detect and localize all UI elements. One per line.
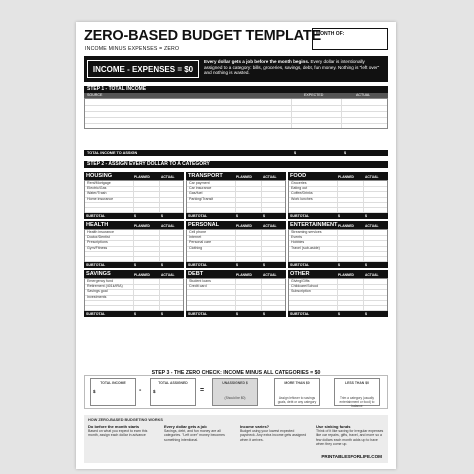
subtotal-planned[interactable]: $: [134, 312, 136, 316]
subtotal-label: SUBTOTAL: [290, 312, 310, 316]
subtotal-planned[interactable]: $: [338, 312, 340, 316]
subtotal-actual[interactable]: $: [263, 263, 265, 267]
category-line-item[interactable]: Work lunches: [289, 197, 387, 203]
planned-label: PLANNED: [134, 174, 150, 179]
subtotal-label: SUBTOTAL: [86, 214, 106, 218]
subtotal-label: SUBTOTAL: [290, 214, 310, 218]
column-divider: [341, 99, 342, 128]
subtotal-bar: [186, 213, 286, 219]
column-divider: [261, 181, 262, 212]
category-savings: [84, 270, 184, 317]
category-name: ENTERTAINMENT: [290, 222, 338, 228]
column-divider: [363, 181, 364, 212]
total-expected-currency[interactable]: $: [294, 151, 297, 155]
category-line-item[interactable]: Water/Trash: [85, 191, 183, 197]
category-header: [84, 221, 184, 229]
category-name: HEALTH: [86, 222, 109, 228]
subtotal-bar: [84, 262, 184, 268]
how-it-works: [84, 415, 388, 463]
how-heading: Use sinking funds: [316, 424, 351, 429]
subtotal-planned[interactable]: $: [236, 312, 238, 316]
column-divider: [235, 279, 236, 310]
category-line-item[interactable]: Personal care: [187, 240, 285, 246]
how-text: Budget using your lowest expected paycheck. Any extra income gets assigned when it arrives.: [240, 429, 307, 442]
category-lines[interactable]: [84, 180, 184, 213]
category-food: [288, 172, 388, 219]
category-line-item[interactable]: Childcare/School: [289, 284, 387, 290]
category-lines[interactable]: [288, 229, 388, 262]
planned-label: PLANNED: [134, 223, 150, 228]
column-divider: [337, 279, 338, 310]
category-debt: [186, 270, 286, 317]
column-divider: [133, 279, 134, 310]
column-divider: [235, 230, 236, 261]
category-line-item[interactable]: Streaming services: [289, 230, 387, 236]
category-line-item[interactable]: Doctor/Dentist: [85, 235, 183, 241]
category-line-item[interactable]: Investments: [85, 295, 183, 301]
category-line-item[interactable]: Gas/fuel: [187, 191, 285, 197]
how-text: Savings, debt, and fun money are all categories. "Left over" money becomes something intentional.: [164, 429, 225, 442]
category-lines[interactable]: [186, 278, 286, 311]
category-name: FOOD: [290, 173, 307, 179]
subtotal-planned[interactable]: $: [134, 263, 136, 267]
income-table[interactable]: [84, 98, 388, 129]
column-divider: [363, 279, 364, 310]
planned-label: PLANNED: [338, 272, 354, 277]
category-line-item[interactable]: Giving/Gifts: [289, 279, 387, 285]
subtotal-planned[interactable]: $: [236, 214, 238, 218]
column-divider: [159, 181, 160, 212]
category-line-item[interactable]: Hobbies: [289, 240, 387, 246]
actual-label: ACTUAL: [263, 174, 277, 179]
how-heading: Income varies?: [240, 424, 270, 429]
zero-check-box[interactable]: [90, 378, 136, 406]
column-divider: [261, 230, 262, 261]
subtotal-bar: [186, 262, 286, 268]
subtotal-planned[interactable]: $: [338, 263, 340, 267]
category-header: [186, 270, 286, 278]
how-heading: Do before the month starts: [88, 424, 140, 429]
category-header: [288, 172, 388, 180]
category-line-item[interactable]: Gym/Fitness: [85, 246, 183, 252]
category-entertainment: [288, 221, 388, 268]
subtotal-planned[interactable]: $: [134, 214, 136, 218]
subtotal-bar: [288, 262, 388, 268]
category-line-item[interactable]: Car payment: [187, 181, 285, 187]
total-actual-currency[interactable]: $: [344, 151, 347, 155]
category-lines[interactable]: [288, 180, 388, 213]
operator-symbol: =: [200, 387, 205, 394]
column-divider: [159, 230, 160, 261]
how-column: [164, 425, 234, 442]
subtotal-bar: [288, 213, 388, 219]
category-line-item[interactable]: Car insurance: [187, 186, 285, 192]
operator-symbol: -: [139, 387, 142, 394]
how-column: [88, 425, 158, 438]
category-line-item[interactable]: Savings goal: [85, 289, 183, 295]
category-line-item[interactable]: Travel (sub-aside): [289, 246, 387, 252]
subtotal-label: SUBTOTAL: [86, 312, 106, 316]
banner-description: [204, 59, 384, 76]
category-header: [288, 221, 388, 229]
step1-header: STEP 1 - TOTAL INCOME: [84, 86, 388, 93]
category-line-item[interactable]: Electric/Gas: [85, 186, 183, 192]
how-title: HOW ZERO-BASED BUDGETING WORKS: [88, 418, 163, 422]
zero-box-label: UNASSIGNED $: [222, 381, 248, 385]
column-divider: [337, 230, 338, 261]
category-health: [84, 221, 184, 268]
zero-check-box[interactable]: [274, 378, 320, 406]
category-name: TRANSPORT: [188, 173, 223, 179]
budget-page: [76, 22, 396, 469]
intro-banner: [84, 56, 388, 82]
zero-check-box[interactable]: [334, 378, 380, 406]
total-income-bar: [84, 150, 388, 156]
category-line-item[interactable]: Eating out: [289, 186, 387, 192]
category-lines[interactable]: [186, 229, 286, 262]
zero-check-box[interactable]: [150, 378, 196, 406]
category-header: [84, 270, 184, 278]
actual-label: ACTUAL: [365, 174, 379, 179]
zero-box-label: TOTAL INCOME: [100, 381, 126, 385]
col-actual: ACTUAL: [356, 93, 371, 97]
subtotal-label: SUBTOTAL: [188, 263, 208, 267]
category-name: SAVINGS: [86, 271, 111, 277]
category-line-item[interactable]: Emergency fund: [85, 279, 183, 285]
subtotal-actual[interactable]: $: [365, 263, 367, 267]
zero-box-note: Trim a category (usually entertainment or food) to balance: [339, 396, 375, 408]
subtotal-bar: [84, 311, 184, 317]
category-personal: [186, 221, 286, 268]
subtotal-bar: [186, 311, 286, 317]
category-header: [186, 221, 286, 229]
how-column: [316, 425, 386, 446]
zero-box-value: $: [153, 389, 156, 394]
actual-label: ACTUAL: [263, 223, 277, 228]
column-divider: [363, 230, 364, 261]
category-line-item[interactable]: Credit card: [187, 284, 285, 290]
planned-label: PLANNED: [236, 174, 252, 179]
subtotal-planned[interactable]: $: [338, 214, 340, 218]
planned-label: PLANNED: [338, 223, 354, 228]
category-line-item[interactable]: Coffee/Drinks: [289, 191, 387, 197]
actual-label: ACTUAL: [365, 272, 379, 277]
category-name: OTHER: [290, 271, 310, 277]
zero-box-label: LESS THAN $0: [345, 381, 369, 385]
subtotal-bar: [84, 213, 184, 219]
category-lines[interactable]: [84, 278, 184, 311]
zero-box-value: $: [93, 389, 96, 394]
column-divider: [291, 99, 292, 128]
category-housing: [84, 172, 184, 219]
banner-lead: Every dollar gets a job before the month begins.: [204, 59, 310, 64]
subtotal-label: SUBTOTAL: [290, 263, 310, 267]
column-divider: [159, 279, 160, 310]
subtotal-actual[interactable]: $: [161, 312, 163, 316]
actual-label: ACTUAL: [161, 174, 175, 179]
planned-label: PLANNED: [236, 272, 252, 277]
zero-box-note: Assign leftover to savings goals, debt or any category: [277, 396, 317, 404]
column-divider: [133, 230, 134, 261]
actual-label: ACTUAL: [263, 272, 277, 277]
step3-header: STEP 3 - THE ZERO CHECK: INCOME MINUS ALL CATEGORIES = $0: [151, 370, 321, 376]
category-line-item[interactable]: Clothing: [187, 246, 285, 252]
month-label: MONTH OF:: [316, 31, 345, 37]
col-source: SOURCE: [87, 93, 103, 97]
subtotal-actual[interactable]: $: [263, 214, 265, 218]
how-heading: Every dollar gets a job: [164, 424, 207, 429]
category-header: [84, 172, 184, 180]
subtotal-actual[interactable]: $: [161, 214, 163, 218]
column-divider: [261, 279, 262, 310]
category-line-item[interactable]: Rent/Mortgage: [85, 181, 183, 187]
category-name: PERSONAL: [188, 222, 220, 228]
subtotal-actual[interactable]: $: [365, 214, 367, 218]
category-lines[interactable]: [186, 180, 286, 213]
planned-label: PLANNED: [338, 174, 354, 179]
category-name: HOUSING: [86, 173, 113, 179]
page-subtitle: INCOME MINUS EXPENSES = ZERO: [85, 46, 180, 52]
category-header: [186, 172, 286, 180]
category-line-item[interactable]: Prescriptions: [85, 240, 183, 246]
column-divider: [337, 181, 338, 212]
banner-text: Every dollar is intentionally assigned to a category: bills, groceries, savings, debt, fun money. Nothing is "left over" and nothing is wasted.: [204, 59, 380, 76]
category-line-item[interactable]: Student loans: [187, 279, 285, 285]
how-text: Think of it like saving for irregular expenses like car repairs, gifts, travel, and more so a few dollars each month adds up to have when they come up.: [316, 429, 384, 446]
subtotal-planned[interactable]: $: [236, 263, 238, 267]
category-transport: [186, 172, 286, 219]
subtotal-label: SUBTOTAL: [86, 263, 106, 267]
brand-logo-text: PRINTABLESFORLIFE.COM: [321, 454, 382, 459]
category-line-item[interactable]: Home insurance: [85, 197, 183, 203]
planned-label: PLANNED: [134, 272, 150, 277]
subtotal-bar: [288, 311, 388, 317]
subtotal-actual[interactable]: $: [263, 312, 265, 316]
page-title: ZERO-BASED BUDGET TEMPLATE: [84, 28, 322, 44]
zero-check-box[interactable]: [212, 378, 258, 406]
category-line-item[interactable]: Internet: [187, 235, 285, 241]
column-divider: [235, 181, 236, 212]
category-line-item[interactable]: Health insurance: [85, 230, 183, 236]
planned-label: PLANNED: [236, 223, 252, 228]
category-lines[interactable]: [288, 278, 388, 311]
column-divider: [133, 181, 134, 212]
category-lines[interactable]: [84, 229, 184, 262]
subtotal-label: SUBTOTAL: [188, 312, 208, 316]
step2-header: STEP 2 - ASSIGN EVERY DOLLAR TO A CATEGORY: [84, 161, 388, 168]
category-other: [288, 270, 388, 317]
subtotal-label: SUBTOTAL: [188, 214, 208, 218]
zero-box-label: TOTAL ASSIGNED: [158, 381, 188, 385]
actual-label: ACTUAL: [161, 223, 175, 228]
category-line-item[interactable]: Parking/Transit: [187, 197, 285, 203]
category-line-item[interactable]: Cell phone: [187, 230, 285, 236]
actual-label: ACTUAL: [161, 272, 175, 277]
how-text: Based on what you expect to earn this month, assign each dollar in advance: [88, 429, 148, 438]
actual-label: ACTUAL: [365, 223, 379, 228]
month-field[interactable]: [312, 28, 388, 50]
how-column: [240, 425, 310, 442]
zero-box-note: (Should be $0): [224, 396, 246, 400]
category-line-item[interactable]: Events: [289, 235, 387, 241]
category-header: [288, 270, 388, 278]
category-line-item[interactable]: Retirement (401k/IRA): [85, 284, 183, 290]
zero-equation: INCOME - EXPENSES = $0: [87, 60, 199, 78]
subtotal-actual[interactable]: $: [161, 263, 163, 267]
category-line-item[interactable]: Subscription: [289, 289, 387, 295]
category-name: DEBT: [188, 271, 204, 277]
category-line-item[interactable]: Groceries: [289, 181, 387, 187]
subtotal-actual[interactable]: $: [365, 312, 367, 316]
total-income-label: TOTAL INCOME TO ASSIGN: [87, 151, 138, 155]
zero-box-label: MORE THAN $0: [284, 381, 310, 385]
col-expected: EXPECTED: [304, 93, 324, 97]
